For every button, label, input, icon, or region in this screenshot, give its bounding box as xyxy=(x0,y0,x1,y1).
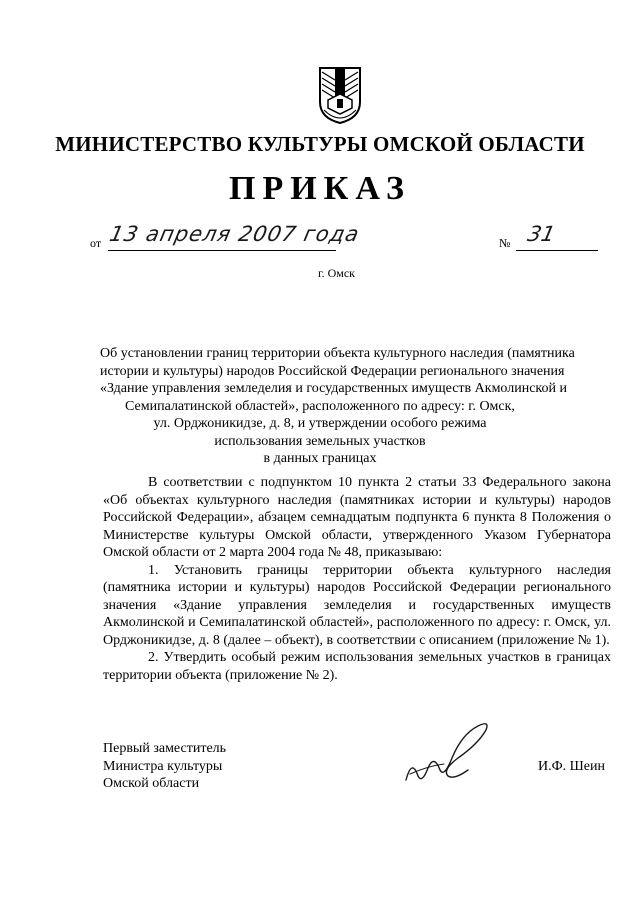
handwritten-number: 31 xyxy=(525,222,558,246)
title-line: Об установлении границ территории объекта культурного наследия (памятника xyxy=(100,346,575,361)
preamble-paragraph: В соответствии с подпунктом 10 пункта 2 статьи 33 Федерального закона «Об объектах культурного наследия (памятниках истории и культуры) народов Российской Федерации», абзацем семнадцатым подпункта 6 пункта 8 Положения о Министерстве культуры Омской области, утвержденного Указом Губернатора Омской области от 2 марта 2004 года № 48, приказываю: xyxy=(103,475,611,560)
title-line: Семипалатинской областей», расположенного по адресу: г. Омск, xyxy=(125,398,515,414)
omsk-coat-of-arms-icon xyxy=(318,66,362,124)
title-line: в данных границах xyxy=(263,451,377,466)
handwritten-date: 13 апреля 2007 года xyxy=(107,222,362,246)
signatory-position xyxy=(103,740,226,793)
handwritten-signature xyxy=(398,718,503,790)
signatory-name: И.Ф. Шеин xyxy=(538,759,605,774)
order-body xyxy=(103,474,611,684)
order-item-2: 2. Утвердить особый режим использования земельных участков в границах территории объекта (приложение № 2). xyxy=(103,650,611,683)
number-prefix: № xyxy=(499,236,511,250)
title-line: истории и культуры) народов Российской Федерации регионального значения xyxy=(100,363,565,379)
position-line: Омской области xyxy=(103,776,200,791)
position-line: Министра культуры xyxy=(103,758,223,774)
ministry-name: МИНИСТЕРСТВО КУЛЬТУРЫ ОМСКОЙ ОБЛАСТИ xyxy=(55,132,585,156)
date-prefix: от xyxy=(90,236,102,250)
title-line: «Здание управления земледелия и государственных имуществ Акмолинской и xyxy=(100,381,567,396)
position-line: Первый заместитель xyxy=(103,741,227,756)
document-type-heading: ПРИКАЗ xyxy=(229,170,411,207)
order-title xyxy=(100,345,575,468)
title-line: использования земельных участков xyxy=(214,433,426,449)
city-label: г. Омск xyxy=(318,266,355,280)
order-item-1: 1. Установить границы территории объекта культурного наследия (памятника истории и культуры) народов Российской Федерации регионального значения «Здание управления земледелия и государственных имуществ Акмолинской и Семипалатинской областей», расположенного по адресу: г. Омск, ул. Орджоникидзе, д. 8 (далее – объект), в соответствии с описанием (приложение № 1). xyxy=(103,562,611,648)
title-line: ул. Орджоникидзе, д. 8, и утверждении особого режима xyxy=(153,416,487,431)
